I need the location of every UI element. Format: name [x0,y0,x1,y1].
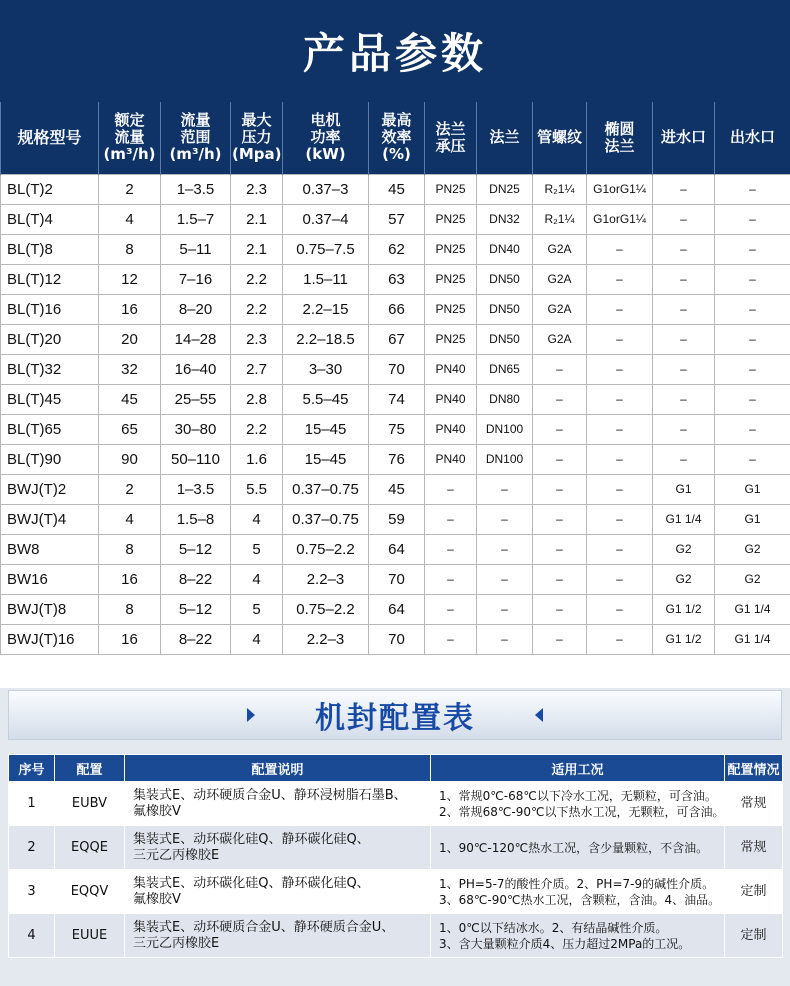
param-cell: G2A [533,324,587,354]
param-cell: G1orG1¼ [587,174,653,204]
param-cell: 0.75–7.5 [283,234,369,264]
table-row [1,294,790,324]
param-cell: – [533,414,587,444]
table-row [1,384,790,414]
param-cell: 90 [99,444,161,474]
arrow-left-icon [535,708,543,722]
param-cell: 1–3.5 [161,174,231,204]
param-header-cell: 流量 范围 (m³/h) [161,102,231,174]
param-cell: 2.2 [231,414,283,444]
title-banner [0,0,790,102]
param-cell: 5–12 [161,534,231,564]
param-cell: 5 [231,594,283,624]
seal-no-cell: 1 [9,782,55,826]
param-cell: DN100 [477,444,533,474]
param-header-cell: 椭圆 法兰 [587,102,653,174]
param-cell: 67 [369,324,425,354]
table-row [1,324,790,354]
param-cell: – [533,354,587,384]
model-cell: BL(T)12 [1,264,99,294]
arrow-right-icon [247,708,255,722]
param-cell: 4 [231,564,283,594]
param-cell: – [587,384,653,414]
param-cell: 14–28 [161,324,231,354]
param-cell: – [533,504,587,534]
param-cell: 64 [369,534,425,564]
param-cell: G2 [715,564,790,594]
seal-status-cell: 常规 [725,782,783,826]
seal-code-cell: EQQE [55,826,125,870]
param-cell: 8 [99,534,161,564]
seal-title-banner [8,690,782,740]
param-cell: – [653,324,715,354]
param-cell: 2.1 [231,204,283,234]
param-cell: 8 [99,594,161,624]
seal-no-cell: 2 [9,826,55,870]
param-cell: – [653,174,715,204]
param-cell: 45 [99,384,161,414]
param-cell: 2.2–3 [283,564,369,594]
param-cell: 0.37–3 [283,174,369,204]
param-cell: – [715,234,790,264]
param-cell: PN25 [425,204,477,234]
param-cell: – [587,294,653,324]
param-cell: 4 [231,504,283,534]
param-cell: – [533,444,587,474]
param-cell: 65 [99,414,161,444]
param-cell: DN65 [477,354,533,384]
param-cell: 62 [369,234,425,264]
param-cell: 5.5–45 [283,384,369,414]
parameter-table-header [1,102,790,174]
page-title: 产品参数 [302,29,487,78]
param-cell: 74 [369,384,425,414]
seal-header-cell: 配置情况 [725,755,783,782]
param-cell: – [425,504,477,534]
param-cell: PN25 [425,174,477,204]
param-cell: 8–22 [161,624,231,654]
param-cell: 64 [369,594,425,624]
param-cell: – [653,354,715,384]
param-cell: 1–3.5 [161,474,231,504]
model-cell: BL(T)8 [1,234,99,264]
param-cell: – [653,384,715,414]
model-cell: BL(T)45 [1,384,99,414]
param-cell: 2.2–3 [283,624,369,654]
seal-condition-cell: 1、0℃以下结冰水。2、有结晶碱性介质。 3、含大量颗粒介质4、压力超过2MPa的工况。 [431,914,725,958]
param-cell: – [533,594,587,624]
param-cell: 4 [99,504,161,534]
parameter-table [0,102,790,655]
param-cell: 5.5 [231,474,283,504]
param-cell: 1.5–7 [161,204,231,234]
param-cell: 15–45 [283,414,369,444]
seal-status-cell: 定制 [725,870,783,914]
param-cell: 8 [99,234,161,264]
param-cell: 16 [99,624,161,654]
seal-desc-cell: 集装式E、动环碳化硅Q、静环碳化硅Q、 氟橡胶V [125,870,431,914]
param-cell: 16 [99,294,161,324]
param-cell: – [587,594,653,624]
param-cell: 2.7 [231,354,283,384]
param-cell: PN25 [425,294,477,324]
seal-no-cell: 3 [9,870,55,914]
param-cell: – [653,414,715,444]
param-cell: DN50 [477,294,533,324]
param-cell: DN80 [477,384,533,414]
param-cell: 1.5–11 [283,264,369,294]
seal-condition-cell: 1、常规0℃-68℃以下冷水工况，无颗粒，可含油。 2、常规68℃-90℃以下热水工况，无颗粒，可含油。 [431,782,725,826]
model-cell: BL(T)20 [1,324,99,354]
seal-no-cell: 4 [9,914,55,958]
param-cell: – [587,354,653,384]
model-cell: BWJ(T)4 [1,504,99,534]
param-cell: G1 [653,474,715,504]
param-cell: 63 [369,264,425,294]
param-cell: 4 [99,204,161,234]
param-cell: – [425,564,477,594]
param-cell: – [425,624,477,654]
param-cell: – [715,324,790,354]
param-cell: G1 [715,474,790,504]
param-cell: 8–22 [161,564,231,594]
seal-code-cell: EUUE [55,914,125,958]
param-cell: – [425,474,477,504]
table-row [1,354,790,384]
param-header-cell: 法兰 承压 [425,102,477,174]
param-header-cell: 出水口 [715,102,790,174]
param-cell: R₂1¼ [533,204,587,234]
param-cell: – [477,594,533,624]
param-cell: G1 1/2 [653,624,715,654]
param-cell: PN40 [425,384,477,414]
param-cell: 2 [99,474,161,504]
param-cell: – [715,294,790,324]
table-row [1,474,790,504]
param-header-cell: 电机 功率 (kW) [283,102,369,174]
param-cell: – [477,564,533,594]
param-cell: – [477,474,533,504]
param-cell: DN40 [477,234,533,264]
param-header-cell: 管螺纹 [533,102,587,174]
model-cell: BL(T)16 [1,294,99,324]
param-cell: – [587,504,653,534]
param-cell: 70 [369,564,425,594]
param-cell: 3–30 [283,354,369,384]
model-cell: BW16 [1,564,99,594]
param-cell: 1.5–8 [161,504,231,534]
param-cell: – [533,384,587,414]
param-cell: – [715,384,790,414]
table-row [1,174,790,204]
param-cell: 0.37–0.75 [283,504,369,534]
param-cell: DN100 [477,414,533,444]
param-cell: DN50 [477,324,533,354]
param-cell: G1 1/4 [715,624,790,654]
param-cell: – [477,504,533,534]
param-cell: 2.8 [231,384,283,414]
param-cell: PN25 [425,264,477,294]
param-cell: 20 [99,324,161,354]
seal-desc-cell: 集装式E、动环碳化硅Q、静环碳化硅Q、 三元乙丙橡胶E [125,826,431,870]
param-cell: – [653,234,715,264]
param-cell: 66 [369,294,425,324]
param-header-cell: 最大 压力 (Mpa) [231,102,283,174]
param-header-cell: 最高 效率 (%) [369,102,425,174]
param-cell: 76 [369,444,425,474]
param-header-cell: 额定 流量 (m³/h) [99,102,161,174]
param-cell: 32 [99,354,161,384]
param-cell: G1 1/4 [715,594,790,624]
param-cell: G2 [653,534,715,564]
table-row [1,444,790,474]
param-cell: PN25 [425,324,477,354]
param-cell: – [477,534,533,564]
param-cell: – [653,444,715,474]
param-cell: 75 [369,414,425,444]
param-cell: – [587,534,653,564]
param-cell: 2.3 [231,174,283,204]
param-cell: 2.2–18.5 [283,324,369,354]
param-cell: – [715,174,790,204]
param-cell: 2.3 [231,324,283,354]
seal-desc-cell: 集装式E、动环硬质合金U、静环硬质合金U、 三元乙丙橡胶E [125,914,431,958]
param-cell: 45 [369,174,425,204]
param-cell: G1 1/2 [653,594,715,624]
model-cell: BL(T)2 [1,174,99,204]
param-cell: – [715,354,790,384]
param-cell: G2 [653,564,715,594]
param-cell: PN25 [425,234,477,264]
param-cell: 2.1 [231,234,283,264]
param-cell: DN32 [477,204,533,234]
section-gap [0,660,790,688]
seal-table-header [9,755,783,782]
model-cell: BWJ(T)2 [1,474,99,504]
param-cell: DN25 [477,174,533,204]
param-cell: – [425,534,477,564]
param-cell: G2A [533,264,587,294]
table-row [1,264,790,294]
param-cell: – [653,294,715,324]
param-cell: – [533,474,587,504]
seal-condition-cell: 1、90℃-120℃热水工况，含少量颗粒，不含油。 [431,826,725,870]
seal-desc-cell: 集装式E、动环硬质合金U、静环浸树脂石墨B、 氟橡胶V [125,782,431,826]
seal-header-cell: 序号 [9,755,55,782]
param-cell: 5–11 [161,234,231,264]
param-cell: – [587,234,653,264]
seal-title: 机封配置表 [315,701,475,736]
table-row [1,534,790,564]
param-cell: – [587,444,653,474]
table-row [1,414,790,444]
param-cell: 2.2 [231,264,283,294]
param-header-cell: 法兰 [477,102,533,174]
param-cell: G1orG1¼ [587,204,653,234]
param-cell: PN40 [425,414,477,444]
param-cell: – [533,624,587,654]
param-cell: 70 [369,354,425,384]
table-row [9,870,783,914]
model-cell: BWJ(T)16 [1,624,99,654]
param-cell: 0.37–4 [283,204,369,234]
model-cell: BL(T)65 [1,414,99,444]
param-header-cell: 进水口 [653,102,715,174]
table-row [1,624,790,654]
param-cell: G1 1/4 [653,504,715,534]
param-cell: 25–55 [161,384,231,414]
seal-header-cell: 适用工况 [431,755,725,782]
param-cell: – [533,534,587,564]
param-cell: 0.75–2.2 [283,534,369,564]
param-cell: – [653,264,715,294]
param-cell: – [587,264,653,294]
param-cell: PN40 [425,444,477,474]
param-cell: – [587,564,653,594]
table-row [1,564,790,594]
param-header-cell: 规格型号 [1,102,99,174]
param-cell: 70 [369,624,425,654]
seal-code-cell: EQQV [55,870,125,914]
table-row [1,594,790,624]
param-cell: – [477,624,533,654]
param-cell: 15–45 [283,444,369,474]
param-cell: – [715,414,790,444]
param-cell: 12 [99,264,161,294]
param-cell: 16–40 [161,354,231,384]
param-cell: 4 [231,624,283,654]
param-cell: – [715,264,790,294]
seal-config-table [8,754,783,958]
model-cell: BL(T)32 [1,354,99,384]
seal-header-cell: 配置 [55,755,125,782]
param-cell: 5 [231,534,283,564]
model-cell: BL(T)90 [1,444,99,474]
param-cell: 59 [369,504,425,534]
param-cell: G2A [533,294,587,324]
param-cell: – [715,444,790,474]
param-cell: PN40 [425,354,477,384]
param-cell: 1.6 [231,444,283,474]
param-cell: 2.2–15 [283,294,369,324]
param-cell: 2.2 [231,294,283,324]
seal-status-cell: 定制 [725,914,783,958]
model-cell: BL(T)4 [1,204,99,234]
param-cell: 8–20 [161,294,231,324]
table-row [1,234,790,264]
param-cell: – [533,564,587,594]
param-cell: 0.75–2.2 [283,594,369,624]
param-cell: 50–110 [161,444,231,474]
param-cell: G2 [715,534,790,564]
param-cell: – [715,204,790,234]
param-cell: 2 [99,174,161,204]
param-cell: R₂1¼ [533,174,587,204]
model-cell: BWJ(T)8 [1,594,99,624]
seal-code-cell: EUBV [55,782,125,826]
seal-header-cell: 配置说明 [125,755,431,782]
param-cell: – [425,594,477,624]
param-cell: 0.37–0.75 [283,474,369,504]
param-cell: – [587,324,653,354]
table-row [9,782,783,826]
param-cell: – [587,474,653,504]
param-cell: 30–80 [161,414,231,444]
param-cell: 7–16 [161,264,231,294]
param-cell: 57 [369,204,425,234]
param-cell: – [587,414,653,444]
param-cell: 5–12 [161,594,231,624]
param-cell: 45 [369,474,425,504]
param-cell: – [587,624,653,654]
table-row [9,914,783,958]
param-cell: – [653,204,715,234]
table-row [1,204,790,234]
seal-condition-cell: 1、PH=5-7的酸性介质。2、PH=7-9的碱性介质。 3、68℃-90℃热水工况，含颗粒，含油。4、油品。 [431,870,725,914]
param-cell: 16 [99,564,161,594]
seal-status-cell: 常规 [725,826,783,870]
param-cell: DN50 [477,264,533,294]
param-cell: G1 [715,504,790,534]
model-cell: BW8 [1,534,99,564]
table-row [9,826,783,870]
table-row [1,504,790,534]
param-cell: G2A [533,234,587,264]
